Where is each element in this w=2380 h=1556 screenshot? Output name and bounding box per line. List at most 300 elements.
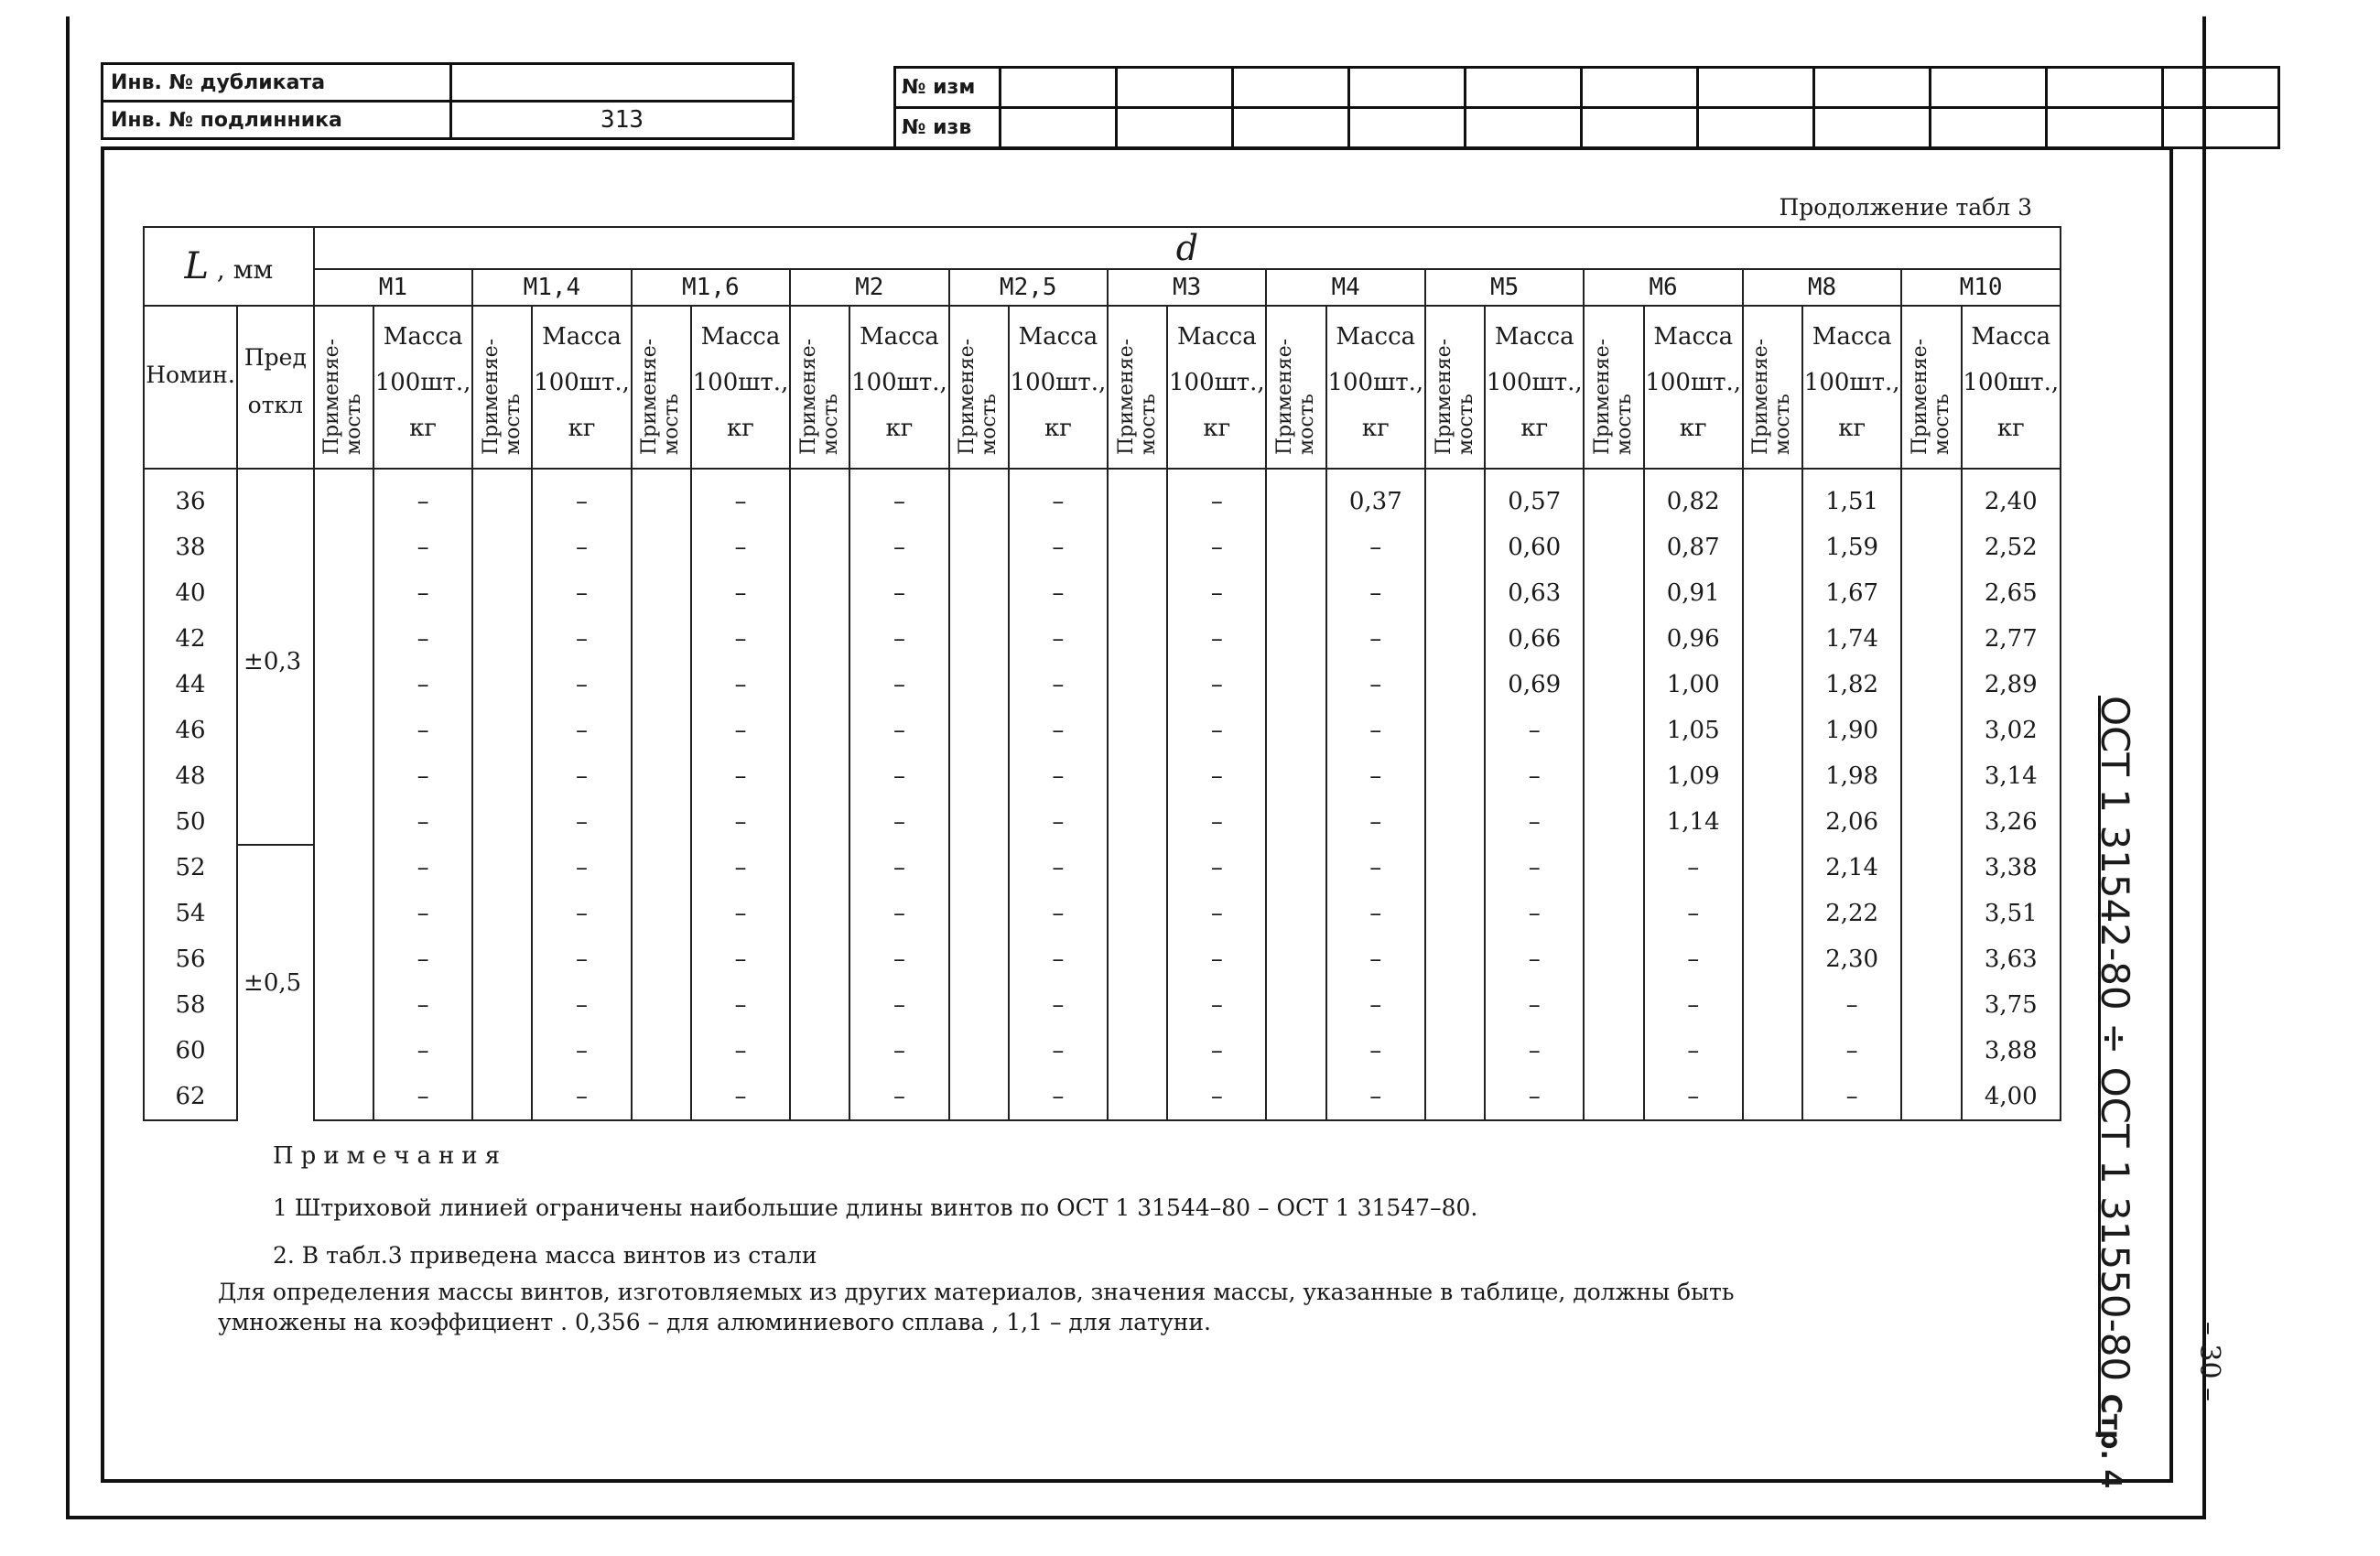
mass-cell: – xyxy=(691,662,790,708)
mass-cell: – xyxy=(1326,524,1425,570)
applic-cell xyxy=(949,891,1009,936)
mass-header-text: кг xyxy=(1044,415,1072,442)
applic-cell xyxy=(790,845,849,891)
mass-cell: – xyxy=(1167,982,1266,1028)
mass-cell: 1,00 xyxy=(1644,662,1743,708)
mass-cell: – xyxy=(1326,799,1425,845)
applic-cell xyxy=(1584,1028,1643,1074)
mass-cell: – xyxy=(532,1028,631,1074)
applic-header-text: Применяе- мость xyxy=(638,338,684,455)
applic-cell xyxy=(1743,1074,1802,1120)
mass-header-text: Масса xyxy=(1812,323,1892,351)
mass-cell: – xyxy=(849,570,948,616)
mass-cell: – xyxy=(373,570,472,616)
mass-cell: – xyxy=(1009,570,1108,616)
applic-cell xyxy=(632,845,691,891)
rev-cell xyxy=(1001,68,1117,108)
applic-cell xyxy=(1584,799,1643,845)
mass-cell: – xyxy=(373,845,472,891)
size-header: M3 xyxy=(1108,269,1266,306)
applic-cell xyxy=(472,891,532,936)
rev-cell xyxy=(1001,108,1117,148)
applic-cell xyxy=(1901,616,1961,662)
mass-cell: – xyxy=(1326,845,1425,891)
mass-header-text: Масса xyxy=(1018,323,1098,351)
applic-header-text: Применяе- мость xyxy=(1590,338,1636,455)
mass-cell: 2,06 xyxy=(1802,799,1901,845)
mass-header xyxy=(691,306,790,469)
mass-cell: 1,74 xyxy=(1802,616,1901,662)
mass-table xyxy=(143,226,2061,1121)
applic-cell xyxy=(1266,891,1325,936)
mass-header-text: кг xyxy=(727,415,754,442)
applic-cell xyxy=(632,891,691,936)
length-cell: 62 xyxy=(144,1074,237,1120)
applic-cell xyxy=(1425,524,1485,570)
pred-header-1: Пред xyxy=(243,344,307,371)
applic-cell xyxy=(1266,1074,1325,1120)
table-row xyxy=(144,662,2061,708)
mass-cell: – xyxy=(1009,936,1108,982)
applic-cell xyxy=(790,708,849,753)
mass-cell: – xyxy=(1802,1028,1901,1074)
mass-header xyxy=(849,306,948,469)
mass-cell: – xyxy=(849,469,948,524)
applic-cell xyxy=(1108,469,1167,524)
applic-cell xyxy=(314,891,373,936)
applic-cell xyxy=(632,662,691,708)
size-header: M5 xyxy=(1425,269,1584,306)
applic-cell xyxy=(1425,891,1485,936)
side-title xyxy=(2082,696,2137,1489)
rev-cell xyxy=(1931,108,2047,148)
applic-cell xyxy=(1108,616,1167,662)
orig-value: 313 xyxy=(451,102,794,139)
applic-header-text: Применяе- мость xyxy=(320,338,366,455)
mass-cell: – xyxy=(1009,1028,1108,1074)
notes-title: Примечания xyxy=(273,1142,508,1170)
applic-cell xyxy=(790,662,849,708)
applic-cell xyxy=(1743,1028,1802,1074)
mass-cell: – xyxy=(691,891,790,936)
mass-cell: 1,67 xyxy=(1802,570,1901,616)
mass-cell: 0,37 xyxy=(1326,469,1425,524)
applic-cell xyxy=(1266,845,1325,891)
mass-header-text: кг xyxy=(1361,415,1390,442)
mass-cell: 1,90 xyxy=(1802,708,1901,753)
mass-cell: – xyxy=(1009,708,1108,753)
applic-cell xyxy=(1901,1028,1961,1074)
applic-cell xyxy=(1108,936,1167,982)
applic-cell xyxy=(1108,570,1167,616)
mass-cell: 0,96 xyxy=(1644,616,1743,662)
mass-cell: – xyxy=(532,616,631,662)
applic-cell xyxy=(790,753,849,799)
mass-cell: 3,75 xyxy=(1962,982,2061,1028)
applic-cell xyxy=(1108,708,1167,753)
mass-cell: – xyxy=(373,616,472,662)
applic-cell xyxy=(1584,570,1643,616)
applic-cell xyxy=(314,799,373,845)
mass-cell: – xyxy=(849,982,948,1028)
mass-cell: – xyxy=(1009,891,1108,936)
applic-cell xyxy=(1901,936,1961,982)
applic-header xyxy=(1584,306,1643,469)
applic-cell xyxy=(1584,708,1643,753)
applic-cell xyxy=(1901,799,1961,845)
mass-cell: – xyxy=(373,1028,472,1074)
mass-cell: – xyxy=(1485,982,1584,1028)
mass-cell: – xyxy=(1167,1074,1266,1120)
mass-cell: – xyxy=(373,1074,472,1120)
rev-cell xyxy=(1466,68,1582,108)
applic-cell xyxy=(1266,570,1325,616)
table-row xyxy=(144,753,2061,799)
rev-label-2: № изв xyxy=(895,108,1001,148)
mass-header-text: Масса xyxy=(542,323,622,351)
applic-cell xyxy=(1425,845,1485,891)
mass-cell: – xyxy=(1485,799,1584,845)
applic-cell xyxy=(1901,753,1961,799)
mass-cell: 2,65 xyxy=(1962,570,2061,616)
applic-cell xyxy=(632,799,691,845)
applic-cell xyxy=(1743,799,1802,845)
mass-header xyxy=(1009,306,1108,469)
mass-cell: – xyxy=(849,662,948,708)
applic-cell xyxy=(1901,469,1961,524)
rev-cell xyxy=(1349,108,1466,148)
applic-cell xyxy=(314,469,373,524)
applic-header-text: Применяе- мость xyxy=(796,338,842,455)
length-cell: 60 xyxy=(144,1028,237,1074)
rev-cell xyxy=(1233,108,1349,148)
mass-cell: 3,26 xyxy=(1962,799,2061,845)
rev-cell xyxy=(1931,68,2047,108)
applic-cell xyxy=(1901,845,1961,891)
mass-cell: 0,57 xyxy=(1485,469,1584,524)
mass-cell: – xyxy=(1009,616,1108,662)
pred-header-2: откл xyxy=(247,392,304,418)
applic-cell xyxy=(1425,616,1485,662)
mass-cell: – xyxy=(1485,1028,1584,1074)
mass-cell: – xyxy=(691,1028,790,1074)
size-header: M6 xyxy=(1584,269,1742,306)
table-row xyxy=(144,616,2061,662)
applic-cell xyxy=(632,524,691,570)
mass-cell: – xyxy=(1326,662,1425,708)
applic-cell xyxy=(1743,982,1802,1028)
mass-cell: 0,66 xyxy=(1485,616,1584,662)
mass-cell: 0,91 xyxy=(1644,570,1743,616)
mass-cell: 0,87 xyxy=(1644,524,1743,570)
applic-cell xyxy=(1266,982,1325,1028)
mass-cell: – xyxy=(1009,1074,1108,1120)
applic-cell xyxy=(1584,524,1643,570)
applic-cell xyxy=(1901,662,1961,708)
revision-table xyxy=(893,66,2280,149)
applic-header-text: Применяе- мость xyxy=(1908,338,1953,455)
rev-cell xyxy=(1814,108,1931,148)
mass-cell: 3,63 xyxy=(1962,936,2061,982)
nom-header xyxy=(144,306,237,469)
applic-cell xyxy=(472,662,532,708)
applic-cell xyxy=(1901,570,1961,616)
applic-cell xyxy=(1108,891,1167,936)
mass-cell: – xyxy=(532,982,631,1028)
l-symbol: L xyxy=(184,245,209,287)
mass-cell: – xyxy=(1167,469,1266,524)
mass-cell: – xyxy=(1326,753,1425,799)
applic-cell xyxy=(1901,982,1961,1028)
mass-header xyxy=(1167,306,1266,469)
size-header: M1,6 xyxy=(632,269,790,306)
mass-cell: 2,14 xyxy=(1802,845,1901,891)
mass-cell: – xyxy=(1485,1074,1584,1120)
applic-cell xyxy=(949,524,1009,570)
mass-header-text: кг xyxy=(1520,415,1549,442)
mass-cell: – xyxy=(1009,845,1108,891)
applic-cell xyxy=(1743,469,1802,524)
applic-header xyxy=(1266,306,1325,469)
mass-cell: 3,88 xyxy=(1962,1028,2061,1074)
mass-cell: 0,63 xyxy=(1485,570,1584,616)
mass-cell: – xyxy=(1326,1028,1425,1074)
mass-cell: – xyxy=(1009,799,1108,845)
mass-header-text: 100шт., xyxy=(374,369,471,396)
applic-cell xyxy=(472,1028,532,1074)
applic-cell xyxy=(1108,1028,1167,1074)
mass-cell: – xyxy=(532,753,631,799)
inventory-stamp xyxy=(101,62,795,140)
applic-cell xyxy=(632,469,691,524)
mass-cell: – xyxy=(1326,1074,1425,1120)
applic-cell xyxy=(1743,891,1802,936)
applic-header xyxy=(1425,306,1485,469)
applic-cell xyxy=(1743,708,1802,753)
mass-header-text: кг xyxy=(1838,415,1866,442)
mass-cell: – xyxy=(373,708,472,753)
mass-cell: 3,02 xyxy=(1962,708,2061,753)
size-header: M2,5 xyxy=(949,269,1108,306)
applic-cell xyxy=(1425,753,1485,799)
mass-cell: – xyxy=(373,524,472,570)
applic-cell xyxy=(1266,708,1325,753)
mass-cell: 2,30 xyxy=(1802,936,1901,982)
applic-cell xyxy=(1425,570,1485,616)
note-1: 1 Штриховой линией ограничены наибольшие длины винтов по ОСТ 1 31544–80 – ОСТ 1 31547–80. xyxy=(273,1194,1478,1221)
rev-cell xyxy=(2047,68,2163,108)
applic-cell xyxy=(1266,1028,1325,1074)
applic-cell xyxy=(790,799,849,845)
applic-header xyxy=(632,306,691,469)
length-cell: 56 xyxy=(144,936,237,982)
applic-cell xyxy=(790,570,849,616)
applic-cell xyxy=(949,1028,1009,1074)
mass-cell: – xyxy=(691,845,790,891)
table-row xyxy=(144,982,2061,1028)
applic-cell xyxy=(949,662,1009,708)
mass-cell: – xyxy=(532,524,631,570)
table-row xyxy=(144,1074,2061,1120)
applic-cell xyxy=(472,982,532,1028)
rev-cell xyxy=(1349,68,1466,108)
mass-header xyxy=(1962,306,2061,469)
pred-header xyxy=(237,306,314,469)
continuation-title: Продолжение табл 3 xyxy=(1779,194,2032,221)
mass-cell: – xyxy=(1009,469,1108,524)
applic-cell xyxy=(472,799,532,845)
applic-cell xyxy=(1425,1074,1485,1120)
mass-cell: – xyxy=(1485,708,1584,753)
applic-header xyxy=(472,306,532,469)
applic-cell xyxy=(1584,845,1643,891)
mass-cell: – xyxy=(1167,616,1266,662)
mass-cell: – xyxy=(1485,845,1584,891)
applic-cell xyxy=(314,570,373,616)
applic-cell xyxy=(314,845,373,891)
mass-cell: – xyxy=(1167,891,1266,936)
applic-cell xyxy=(472,845,532,891)
mass-cell: 1,59 xyxy=(1802,524,1901,570)
note-2: 2. В табл.3 приведена масса винтов из стали xyxy=(273,1242,817,1269)
mass-cell: – xyxy=(1326,891,1425,936)
applic-header-text: Применяе- мость xyxy=(1273,338,1319,455)
applic-cell xyxy=(1584,891,1643,936)
table-row xyxy=(144,845,2061,891)
mass-header-text: Масса xyxy=(1336,323,1416,351)
applic-cell xyxy=(1108,524,1167,570)
page-mark: – 30 – xyxy=(2193,1321,2226,1402)
mass-cell: – xyxy=(373,753,472,799)
rev-cell xyxy=(2163,68,2279,108)
length-cell: 44 xyxy=(144,662,237,708)
mass-header-text: 100шт., xyxy=(1486,369,1583,396)
nom-header-text: Номин. xyxy=(146,362,235,388)
mass-cell: 3,38 xyxy=(1962,845,2061,891)
applic-cell xyxy=(1266,524,1325,570)
applic-cell xyxy=(314,936,373,982)
mass-cell: – xyxy=(532,708,631,753)
applic-cell xyxy=(472,753,532,799)
table-row xyxy=(144,1028,2061,1074)
applic-cell xyxy=(1584,753,1643,799)
mass-cell: – xyxy=(1167,524,1266,570)
rev-cell xyxy=(2163,108,2279,148)
applic-cell xyxy=(1743,570,1802,616)
mass-header-text: 100шт., xyxy=(1168,369,1265,396)
size-header: M2 xyxy=(790,269,948,306)
mass-cell: – xyxy=(532,570,631,616)
mass-header xyxy=(1326,306,1425,469)
mass-cell: – xyxy=(1167,708,1266,753)
applic-cell xyxy=(314,616,373,662)
mass-cell: – xyxy=(1644,845,1743,891)
rev-label-1: № изм xyxy=(895,68,1001,108)
mass-header-text: Масса xyxy=(1971,323,2051,351)
mass-cell: – xyxy=(532,891,631,936)
rev-cell xyxy=(1117,68,1233,108)
applic-cell xyxy=(1743,524,1802,570)
applic-cell xyxy=(1584,982,1643,1028)
mass-header-text: кг xyxy=(1996,415,2025,442)
applic-header xyxy=(1743,306,1802,469)
mass-header-text: кг xyxy=(885,415,914,442)
mass-header-text: Масса xyxy=(1176,323,1257,351)
table-row xyxy=(144,524,2061,570)
length-cell: 50 xyxy=(144,799,237,845)
applic-cell xyxy=(1743,662,1802,708)
applic-cell xyxy=(1901,891,1961,936)
applic-cell xyxy=(1425,936,1485,982)
applic-cell xyxy=(1108,799,1167,845)
mass-cell: – xyxy=(1326,570,1425,616)
l-header xyxy=(144,227,314,306)
applic-cell xyxy=(949,799,1009,845)
note-4: умножены на коэффициент . 0,356 – для алюминиевого сплава , 1,1 – для латуни. xyxy=(218,1309,1211,1335)
mass-cell: – xyxy=(1485,753,1584,799)
length-cell: 52 xyxy=(144,845,237,891)
applic-cell xyxy=(949,708,1009,753)
applic-header xyxy=(1108,306,1167,469)
mass-cell: – xyxy=(849,753,948,799)
mass-cell: – xyxy=(691,936,790,982)
applic-cell xyxy=(949,753,1009,799)
table-row xyxy=(144,799,2061,845)
mass-cell: – xyxy=(532,1074,631,1120)
table-row xyxy=(144,469,2061,524)
applic-header-text: Применяе- мость xyxy=(956,338,1001,455)
applic-cell xyxy=(790,616,849,662)
applic-cell xyxy=(314,982,373,1028)
mass-cell: – xyxy=(1802,1074,1901,1120)
applic-cell xyxy=(790,1074,849,1120)
mass-cell: – xyxy=(691,799,790,845)
applic-cell xyxy=(472,936,532,982)
applic-cell xyxy=(790,891,849,936)
mass-cell: 1,51 xyxy=(1802,469,1901,524)
mass-cell: – xyxy=(1802,982,1901,1028)
deviation-cell: ±0,5 xyxy=(237,845,314,1120)
mass-cell: – xyxy=(849,799,948,845)
applic-header-text: Применяе- мость xyxy=(479,338,525,455)
applic-cell xyxy=(949,1074,1009,1120)
applic-header-text: Применяе- мость xyxy=(1114,338,1160,455)
applic-cell xyxy=(1108,1074,1167,1120)
table-row xyxy=(144,936,2061,982)
mass-cell: 1,09 xyxy=(1644,753,1743,799)
applic-header xyxy=(949,306,1009,469)
applic-cell xyxy=(1425,469,1485,524)
applic-cell xyxy=(1266,753,1325,799)
applic-cell xyxy=(472,616,532,662)
mass-cell: – xyxy=(849,708,948,753)
mass-cell: – xyxy=(1167,570,1266,616)
applic-cell xyxy=(1266,616,1325,662)
mass-cell: 2,40 xyxy=(1962,469,2061,524)
mass-cell: – xyxy=(373,936,472,982)
length-cell: 58 xyxy=(144,982,237,1028)
mass-header-text: Масса xyxy=(383,323,463,351)
length-cell: 48 xyxy=(144,753,237,799)
mass-cell: 3,14 xyxy=(1962,753,2061,799)
applic-cell xyxy=(472,1074,532,1120)
applic-cell xyxy=(632,1028,691,1074)
mass-header-text: 100шт., xyxy=(692,369,789,396)
rev-cell xyxy=(1117,108,1233,148)
applic-cell xyxy=(314,753,373,799)
applic-cell xyxy=(1266,662,1325,708)
size-header: M8 xyxy=(1743,269,1901,306)
